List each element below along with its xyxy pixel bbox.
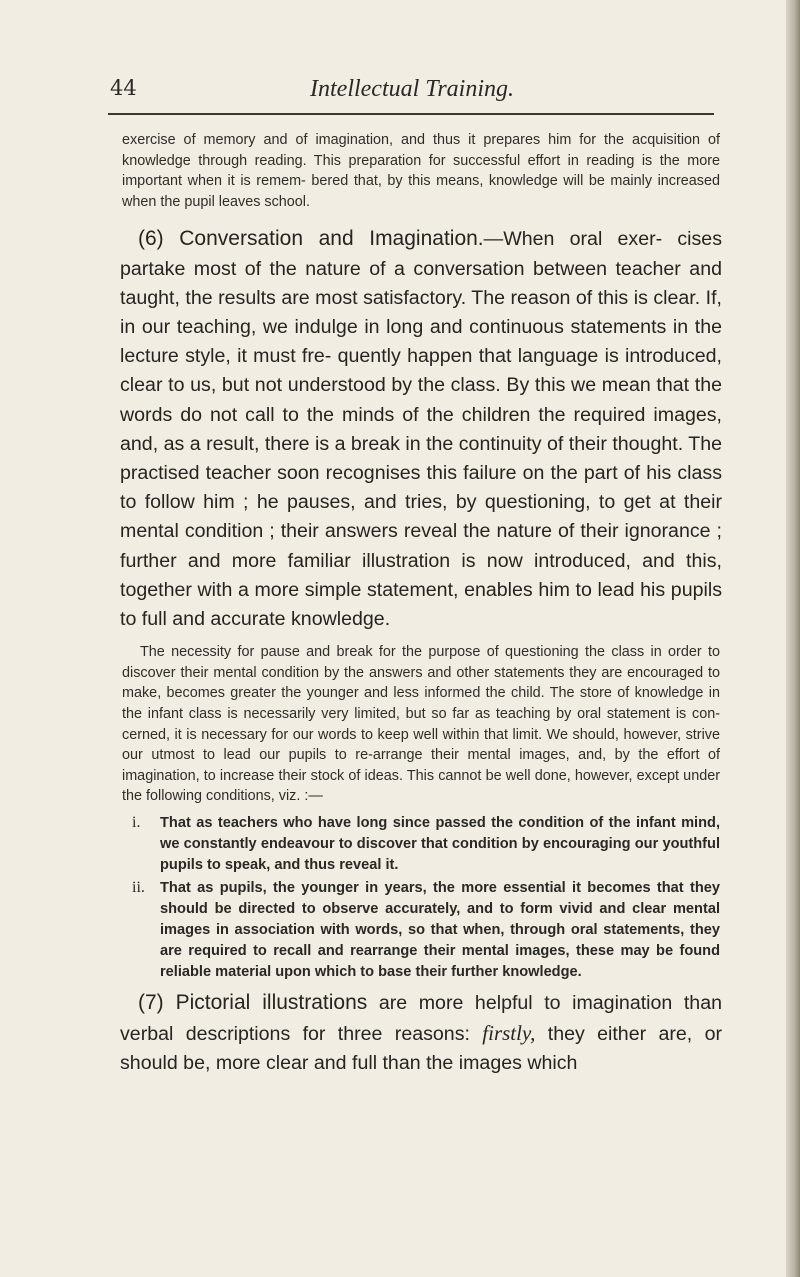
paragraph-pictorial	[120, 988, 722, 1078]
page-header	[98, 76, 726, 104]
list-text: That as teachers who have long since passed the condition of the infant mind, we constantly endeavour to discover that condition by encouraging our youthful pupils to speak, and thus reveal it.	[160, 814, 720, 873]
list-number: i.	[132, 813, 141, 831]
section-heading-conversation: (6) Conversation and Imagination.	[138, 227, 484, 251]
page-edge-shadow	[786, 0, 800, 1277]
paragraph-conversation-body: —When oral exer- cises partake most of the nature of a conversation between teacher and taught, the results are most satisfactory. The reason of this is clear. If, in our teaching, we indulge in long and continuous statements in the lecture style, it must fre- quently happen that language is introduced, clear to us, but not understood by the class. By this we mean that the words do not call to the minds of the children the required images, and, as a result, there is a break in the continuity of their thought. The practised teacher soon recognises this failure on the part of his class to follow him ; he pauses, and tries, by questioning, to get at their mental condition ; their answers reveal the nature of their ignorance ; further and more familiar illustration is now introduced, and this, together with a more simple statement, enables him to lead his pupils to full and accurate knowledge.	[120, 228, 722, 631]
paragraph-pictorial-tail: they either are, or should be, more clear and full than the images which	[120, 1022, 722, 1074]
list-text: That as pupils, the younger in years, the more essential it becomes that they should be directed to observe accurately, and to form vivid and clear mental images in association with words, so that when, through oral statements, they are required to recall and rearrange their mental images, these may be found reliable material upon which to base their further knowledge.	[160, 880, 720, 980]
page-number: 44	[110, 76, 137, 100]
body-text	[122, 130, 720, 1078]
paragraph-memory: exercise of memory and of imagination, and thus it prepares him for the acquisition of knowledge through reading. This preparation for successful effort in reading is the more important when it is remem- bered that, by this means, knowledge will be mainly increased when the pupil leaves school.	[122, 132, 720, 210]
list-item	[122, 878, 720, 982]
emphasis-firstly: firstly,	[482, 1020, 536, 1045]
header-rule	[108, 113, 714, 115]
section-heading-pictorial: (7) Pictorial illustrations	[138, 991, 368, 1015]
list-item	[122, 813, 720, 875]
list-number: ii.	[132, 879, 145, 897]
paragraph-necessity: The necessity for pause and break for the purpose of questioning the class in order to discover their mental condition by the answers and other statements they are encouraged to make, becomes greater the younger and less informed the child. The store of knowledge in the infant class is necessarily very limited, but so far as teaching by oral statement is con- cerned, it is necessary for our words to keep well within that limit. We should, however, strive our utmost to lead our pupils to re-arrange their mental images, and, by the effort of imagination, to increase their stock of ideas. This cannot be well done, however, except under the following conditions, viz. :—	[122, 644, 720, 805]
running-title: Intellectual Training.	[310, 76, 514, 102]
paragraph-conversation	[120, 224, 722, 634]
paragraph-pictorial-body: are more helpful to imagination than verbal descriptions for three reasons:	[120, 992, 722, 1045]
